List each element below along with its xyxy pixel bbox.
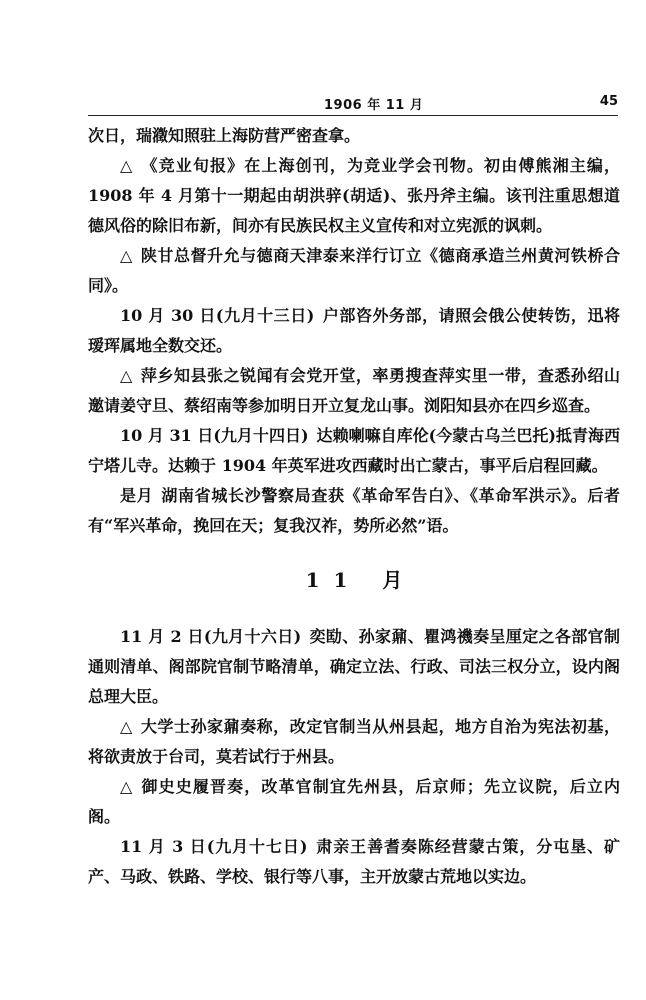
paragraph (88, 712, 620, 772)
paragraph (88, 622, 620, 712)
paragraph-text: 萍乡知县张之锐闻有会党开堂，率勇搜查萍实里一带，查悉孙绍山邀请姜守旦、蔡绍南等参加明日开立复龙山事。浏阳知县亦在四乡巡查。 (88, 366, 620, 415)
entry-marker: △ (120, 156, 134, 175)
entry-date: 10 月 31 日(九月十四日) (120, 426, 309, 445)
entry-date: 10 月 30 日(九月十三日) (120, 306, 315, 325)
paragraph (88, 421, 620, 481)
running-header-date: 1906 年 11 月 (324, 98, 424, 113)
paragraph (88, 151, 620, 241)
paragraph-text: 次日，瑞瀓知照驻上海防营严密查拿。 (88, 126, 361, 145)
paragraph (88, 121, 620, 151)
paragraph (88, 772, 620, 832)
entry-marker: △ (120, 246, 133, 265)
paragraph-text: 肃亲王善耆奏陈经营蒙古策，分屯垦、矿产、马政、铁路、学校、银行等八事，主开放蒙古荒地以实边。 (88, 837, 620, 886)
entry-marker: △ (120, 366, 133, 385)
paragraph-text: 湖南省城长沙警察局查获《革命军告白》、《革命军洪示》。后者有“军兴革命，挽回在天；复我汉祚，势所必然”语。 (88, 486, 620, 535)
header-rule (88, 115, 618, 116)
paragraph-text: 奕劻、孙家鼐、瞿鸿禨奏呈厘定之各部官制通则清单、阁部院官制节略清单，确定立法、行政、司法三权分立，设内阁总理大臣。 (88, 627, 620, 706)
paragraph (88, 832, 620, 892)
page-body (88, 121, 620, 892)
entry-marker: △ (120, 717, 133, 736)
section-heading: 11 月 (305, 568, 417, 592)
paragraph-text: 达赖喇嘛自库伦(今蒙古乌兰巴托)抵青海西宁塔儿寺。达赖于 1904 年英军进攻西藏时出亡蒙古，事平后启程回藏。 (88, 426, 620, 475)
paragraph-text: 大学士孙家鼐奏称，改定官制当从州县起，地方自治为宪法初基，将欲责放于台司，莫若试行于州县。 (88, 717, 620, 766)
paragraph-text: 《竞业旬报》在上海创刊，为竞业学会刊物。初由傅熊湘主编，1908 年 4 月第十一期起由胡洪骍(胡适)、张丹斧主编。该刊注重思想道德风俗的除旧布新，间亦有民族民权主义宣传和对立宪派的讽刺。 (88, 156, 620, 235)
entry-marker: △ (120, 777, 134, 796)
entry-date: 11 月 2 日(九月十六日) (120, 627, 302, 646)
paragraph-text: 户部咨外务部，请照会俄公使转饬，迅将瑷珲属地全数交还。 (88, 306, 620, 355)
paragraph-text: 御史史履晋奏，改革官制宜先州县，后京师；先立议院，后立内阁。 (88, 777, 620, 826)
page-header (88, 92, 618, 114)
paragraph (88, 301, 620, 361)
entry-date: 是月 (120, 486, 154, 505)
page-number: 45 (599, 94, 618, 109)
paragraph-text: 陕甘总督升允与德商天津泰来洋行订立《德商承造兰州黄河铁桥合同》。 (88, 246, 620, 295)
paragraph (88, 241, 620, 301)
paragraph (88, 481, 620, 541)
entry-date: 11 月 3 日(九月十七日) (120, 837, 308, 856)
paragraph (88, 361, 620, 421)
